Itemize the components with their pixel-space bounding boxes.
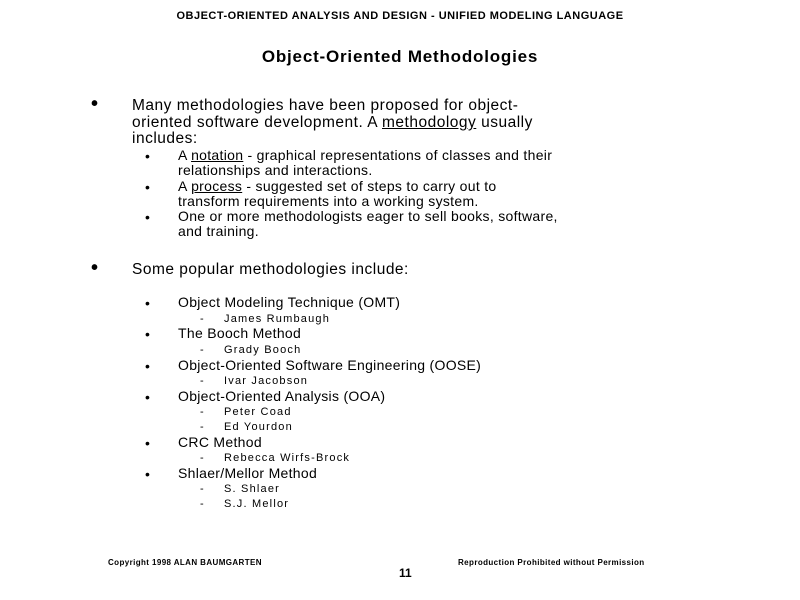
bullet-marker: • [145,179,150,195]
method-author: S.J. Mellor [224,498,290,510]
method-author: James Rumbaugh [224,313,331,325]
bullet-marker: • [91,257,99,279]
footer-rights: Reproduction Prohibited without Permission [458,558,645,567]
method-item: Object Modeling Technique (OMT) [178,294,401,310]
list-item: A process - suggested set of steps to carry out to [178,178,497,194]
dash-marker: - [200,498,204,510]
bullet-marker: • [145,466,150,482]
dash-marker: - [200,421,204,433]
bullet-marker: • [145,148,150,164]
process-term: process [191,178,243,194]
bullet-marker: • [91,93,99,115]
method-author: Ivar Jacobson [224,375,309,387]
method-author: Rebecca Wirfs-Brock [224,452,351,464]
dash-marker: - [200,452,204,464]
method-item: The Booch Method [178,325,302,341]
list-item-continuation: transform requirements into a working system. [178,193,479,209]
bullet-marker: • [145,326,150,342]
dash-marker: - [200,375,204,387]
dash-marker: - [200,313,204,325]
bullet-marker: • [145,389,150,405]
footer-copyright: Copyright 1998 ALAN BAUMGARTEN [108,558,262,567]
document-header: OBJECT-ORIENTED ANALYSIS AND DESIGN - UNIFIED MODELING LANGUAGE [176,10,624,22]
bullet-marker: • [145,358,150,374]
page-title: Object-Oriented Methodologies [261,47,539,66]
bullet-marker: • [145,209,150,225]
page-number: 11 [399,566,412,580]
dash-marker: - [200,483,204,495]
section2-intro: Some popular methodologies include: [132,261,409,278]
method-item: Object-Oriented Software Engineering (OOSE) [178,357,482,373]
list-item: A notation - graphical representations of classes and their [178,147,553,163]
method-author: Peter Coad [224,406,292,418]
method-author: S. Shlaer [224,483,281,495]
notation-term: notation [191,147,244,163]
method-item: CRC Method [178,434,262,450]
method-author: Ed Yourdon [224,421,293,433]
bullet-marker: • [145,295,150,311]
bullet-marker: • [145,435,150,451]
section1-line: Many methodologies have been proposed for object- [132,97,519,114]
list-item-continuation: relationships and interactions. [178,162,373,178]
method-item: Shlaer/Mellor Method [178,465,318,481]
method-item: Object-Oriented Analysis (OOA) [178,388,386,404]
section1-line: includes: [132,130,198,147]
dash-marker: - [200,344,204,356]
methodology-term: methodology [382,114,477,131]
dash-marker: - [200,406,204,418]
section1-line: oriented software development. A methodology usually [132,114,533,131]
method-author: Grady Booch [224,344,302,356]
list-item-continuation: and training. [178,223,259,239]
list-item: One or more methodologists eager to sell books, software, [178,208,558,224]
